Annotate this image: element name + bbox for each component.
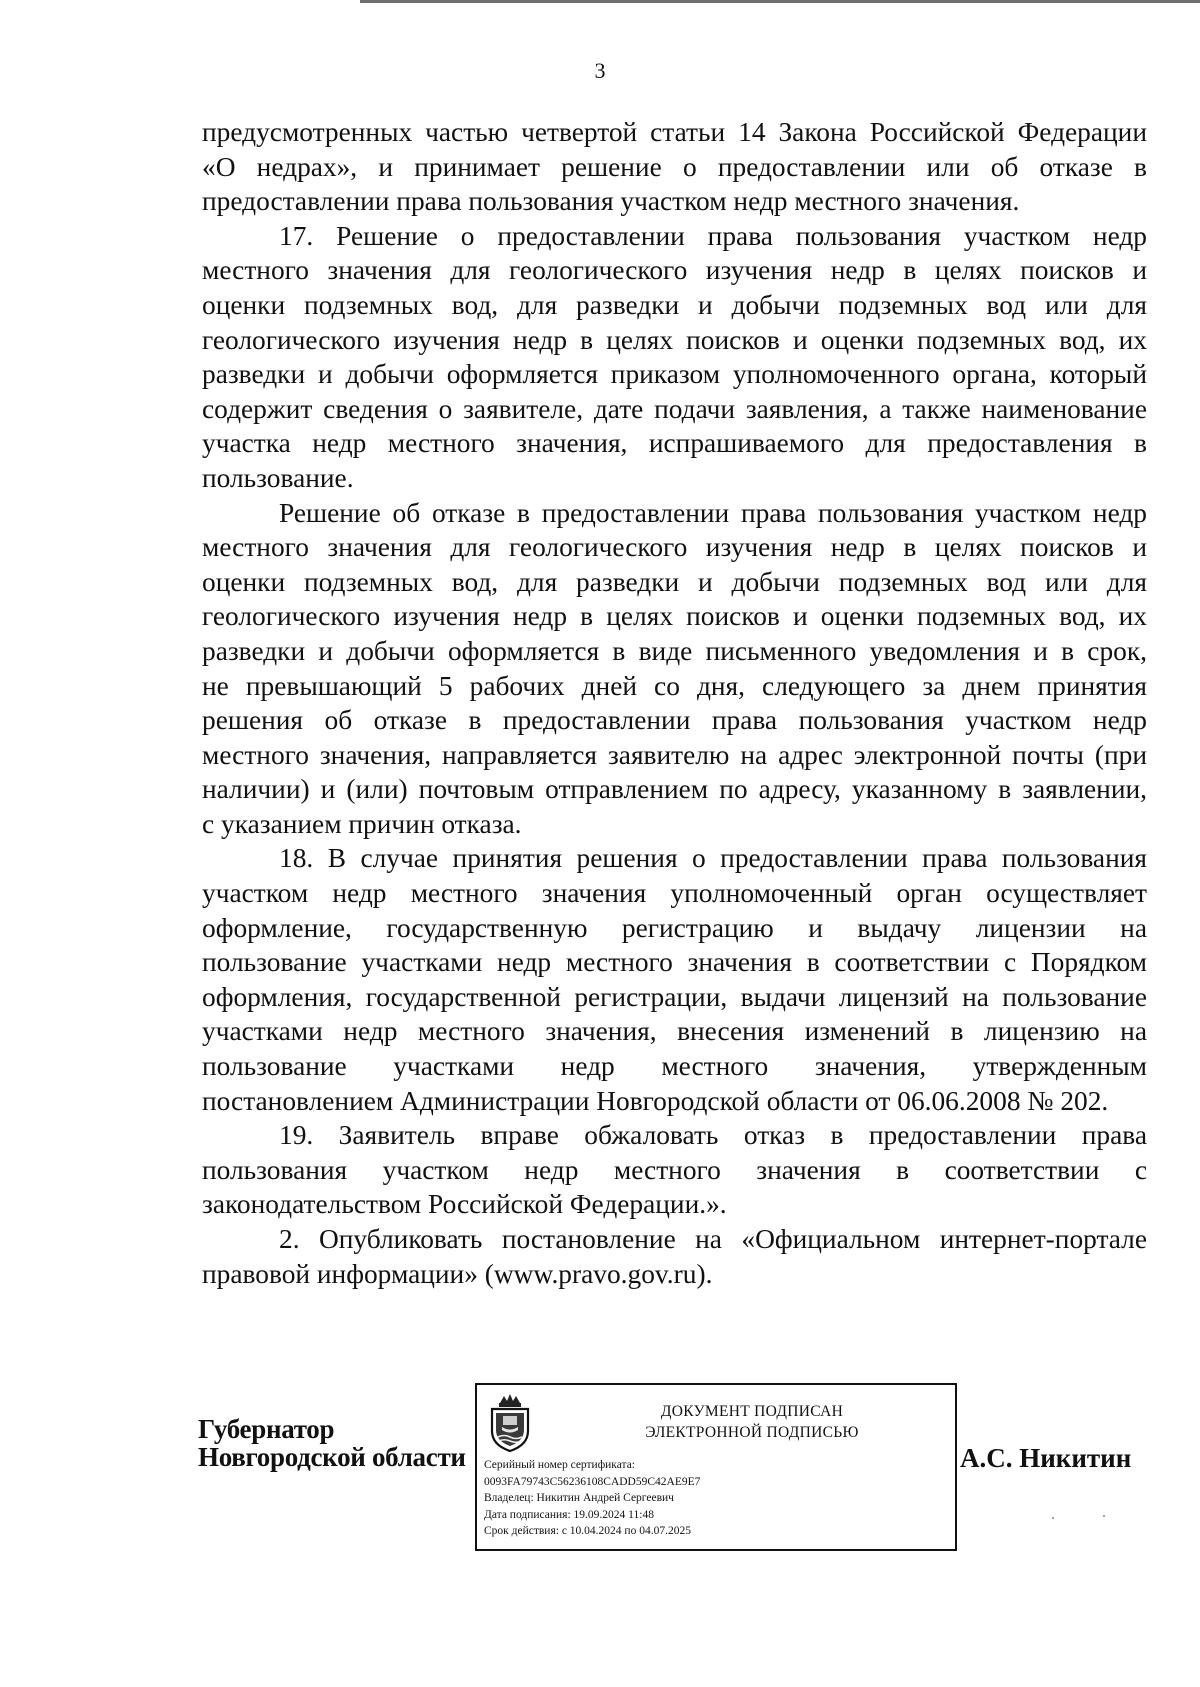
signing-date: Дата подписания: 19.09.2024 11:48	[484, 1508, 654, 1521]
text-line: пользование участками недр местного значения в соответствии с Порядком	[202, 947, 1147, 978]
text-line: предоставлении права пользования участком недр местного значения.	[202, 186, 1020, 217]
text-line: разведки и добычи оформляется приказом уполномоченного органа, который	[202, 359, 1147, 390]
text-line: местного значения, направляется заявителю на адрес электронной почты (при	[202, 739, 1147, 770]
text-line: наличии) и (или) почтовым отправлением по адресу, указанному в заявлении,	[202, 774, 1147, 805]
scan-speck	[1103, 1515, 1105, 1517]
paragraph-p18	[202, 841, 1147, 1118]
top-border-line	[360, 0, 1200, 3]
stamp-header-line-2: ЭЛЕКТРОННОЙ ПОДПИСЬЮ	[645, 1424, 859, 1441]
paragraph-p17b	[202, 496, 1147, 842]
stamp-details	[484, 1457, 700, 1540]
text-line: оформление, государственную регистрацию и выдачу лицензии на	[202, 912, 1147, 943]
certificate-owner: Владелец: Никитин Андрей Сергеевич	[484, 1492, 674, 1504]
page-number: 3	[594, 58, 606, 83]
text-line: содержит сведения о заявителе, дате подачи заявления, а также наименование	[202, 393, 1147, 424]
signer-name: А.С. Никитин	[960, 1443, 1132, 1473]
paragraph-p19	[202, 1118, 1147, 1222]
novgorod-coat-of-arms-icon	[487, 1393, 533, 1453]
text-line: решения об отказе в предоставлении права пользования участком недр	[202, 705, 1147, 736]
text-line: Решение об отказе в предоставлении права пользования участком недр	[279, 497, 1147, 528]
paragraph-p17	[202, 219, 1147, 496]
stamp-header	[557, 1401, 947, 1443]
text-line: местного значения для геологического изучения недр в целях поисков и	[202, 255, 1147, 286]
text-line: геологического изучения недр в целях поисков и оценки подземных вод, их	[202, 324, 1147, 355]
text-line: пользование участками недр местного значения, утвержденным	[202, 1051, 1147, 1082]
text-line: 2. Опубликовать постановление на «Официальном интернет-портале	[279, 1224, 1147, 1254]
text-line: геологического изучения недр в целях поисков и оценки подземных вод, их	[202, 601, 1147, 632]
certificate-validity: Срок действия: с 10.04.2024 по 04.07.2025	[484, 1525, 691, 1537]
text-line: предусмотренных частью четвертой статьи 14 Закона Российской Федерации	[202, 117, 1147, 147]
text-line: 18. В случае принятия решения о предоставлении права пользования	[279, 843, 1147, 874]
text-line: разведки и добычи оформляется в виде письменного уведомления и в срок,	[202, 635, 1147, 666]
text-line: не превышающий 5 рабочих дней со дня, следующего за днем принятия	[202, 670, 1147, 701]
signatory-title-line-1: Губернатор	[198, 1414, 335, 1444]
text-line: участками недр местного значения, внесения изменений в лицензию на	[202, 1016, 1147, 1047]
signatory-title-line-2: Новгородской области	[198, 1442, 466, 1472]
scan-speck	[1052, 1517, 1054, 1519]
text-line: пользование.	[202, 462, 354, 493]
text-line: с указанием причин отказа.	[202, 808, 522, 839]
text-line: участком недр местного значения уполномоченный орган осуществляет	[202, 878, 1147, 909]
document-body	[202, 115, 1147, 1291]
electronic-signature-stamp	[475, 1383, 957, 1551]
certificate-serial-value: 0093FA79743C56236108CADD59C42AE9E7	[484, 1475, 701, 1488]
text-line: участка недр местного значения, испрашиваемого для предоставления в	[202, 428, 1147, 459]
stamp-header-line-1: ДОКУМЕНТ ПОДПИСАН	[660, 1403, 844, 1420]
text-line: оценки подземных вод, для разведки и добычи подземных вод или для	[202, 566, 1147, 597]
text-line: 19. Заявитель вправе обжаловать отказ в предоставлении права	[279, 1120, 1147, 1151]
signatory-title	[198, 1415, 466, 1471]
text-line: постановлением Администрации Новгородской области от 06.06.2008 № 202.	[202, 1085, 1109, 1116]
paragraph-p2	[202, 1222, 1147, 1291]
text-line: 17. Решение о предоставлении права пользования участком недр	[279, 220, 1147, 251]
text-line: местного значения для геологического изучения недр в целях поисков и	[202, 532, 1147, 563]
text-line: законодательством Российской Федерации.».	[202, 1189, 727, 1220]
paragraph-p1	[202, 115, 1147, 219]
text-line: пользования участком недр местного значения в соответствии с	[202, 1154, 1147, 1185]
text-line: оценки подземных вод, для разведки и добычи подземных вод или для	[202, 289, 1147, 320]
text-line: «О недрах», и принимает решение о предоставлении или об отказе в	[202, 151, 1147, 182]
text-line: оформления, государственной регистрации, выдачи лицензий на пользование	[202, 981, 1147, 1012]
certificate-serial-label: Серийный номер сертификата:	[484, 1459, 635, 1471]
text-line: правовой информации» (www.pravo.gov.ru).	[202, 1258, 713, 1289]
